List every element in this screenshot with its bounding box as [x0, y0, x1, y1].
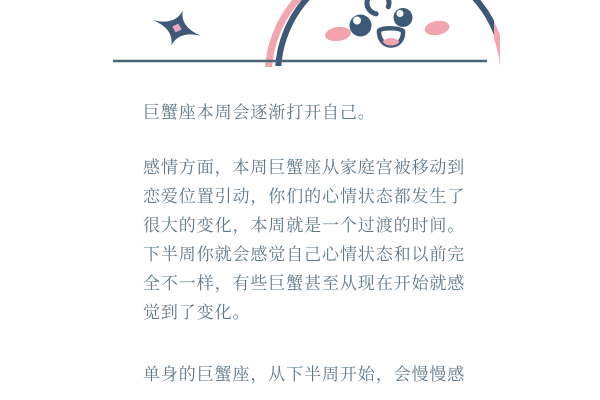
left-eye-icon: [350, 15, 372, 37]
paragraph-intro: [143, 99, 469, 128]
left-eye-highlight: [353, 17, 361, 25]
paragraph-love: [143, 154, 469, 328]
header-illustration: [0, 0, 600, 80]
peeking-character: [268, 0, 504, 80]
right-eye-icon: [394, 8, 413, 27]
text-line: 觉到了变化。: [143, 303, 251, 323]
text-line: 恋爱位置引动，你们的心情状态都发生了: [143, 187, 466, 207]
text-line: 全不一样，有些巨蟹甚至从现在开始就感: [143, 274, 466, 294]
text-line: 很大的变化，本周就是一个过渡的时间。: [143, 216, 466, 236]
text-line: 单身的巨蟹座，从下半周开始，会慢慢感: [143, 365, 466, 385]
text-line: 下半周你就会感觉自己心情状态和以前完: [143, 245, 466, 265]
sparkle-icon: [148, 3, 207, 53]
text-line: 感情方面，本周巨蟹座从家庭宫被移动到: [143, 158, 466, 178]
illustration-canvas: [0, 0, 600, 80]
paragraph-single: [143, 361, 469, 390]
text-line: 巨蟹座本周会逐渐打开自己。: [143, 103, 376, 123]
horoscope-article-text: [143, 99, 469, 390]
right-eye-highlight: [397, 10, 404, 17]
